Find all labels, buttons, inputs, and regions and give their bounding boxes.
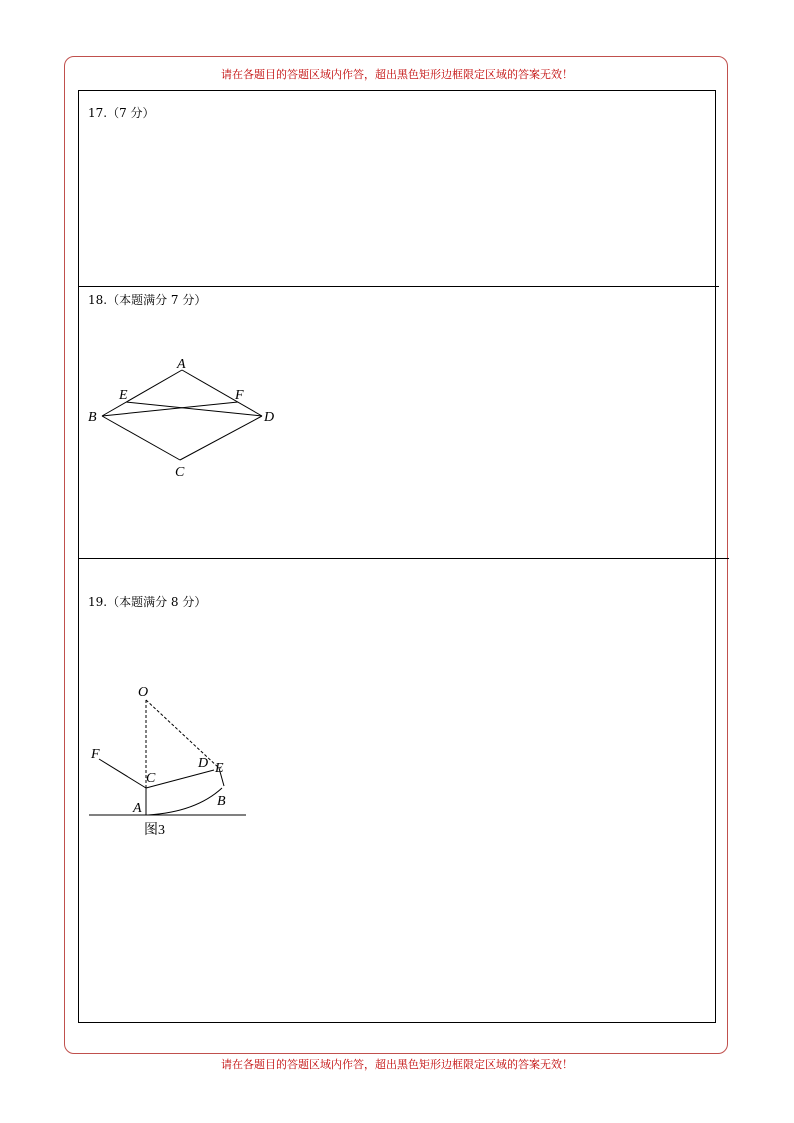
rhombus-figure: [86, 352, 286, 482]
label-point-a: A: [177, 357, 186, 372]
answer-area-notice-bottom: 请在各题目的答题区域内作答，超出黑色矩形边框限定区域的答案无效！: [221, 1058, 573, 1071]
label-point-o: O: [138, 685, 149, 700]
label-point-f: F: [91, 747, 100, 762]
segment-bc: [102, 416, 180, 460]
question-18-label: 18.（本题满分 7 分）: [88, 293, 207, 307]
label-point-c: C: [175, 465, 185, 480]
label-point-b: B: [88, 410, 97, 425]
segment-fc: [99, 759, 146, 788]
question-17-label: 17.（7 分）: [88, 106, 155, 120]
pendulum-figure: [86, 682, 256, 842]
answer-area-notice-top: 请在各题目的答题区域内作答，超出黑色矩形边框限定区域的答案无效！: [221, 68, 573, 81]
label-point-b: B: [217, 794, 226, 809]
label-point-f: F: [235, 388, 244, 403]
segment-ce: [146, 770, 214, 788]
label-point-d: D: [264, 410, 275, 425]
label-point-a: A: [133, 801, 142, 816]
divider-q17-q18: [78, 286, 719, 287]
figure-caption: 图3: [144, 823, 165, 838]
divider-q18-q19: [78, 558, 729, 559]
arc-ab: [148, 788, 222, 815]
label-point-c: C: [146, 771, 156, 786]
segment-dc: [180, 416, 262, 460]
question-19-label: 19.（本题满分 8 分）: [88, 595, 207, 609]
label-point-e: E: [119, 388, 128, 403]
label-point-e: E: [215, 761, 224, 776]
answer-box: [78, 90, 716, 1023]
label-point-d: D: [198, 756, 209, 771]
